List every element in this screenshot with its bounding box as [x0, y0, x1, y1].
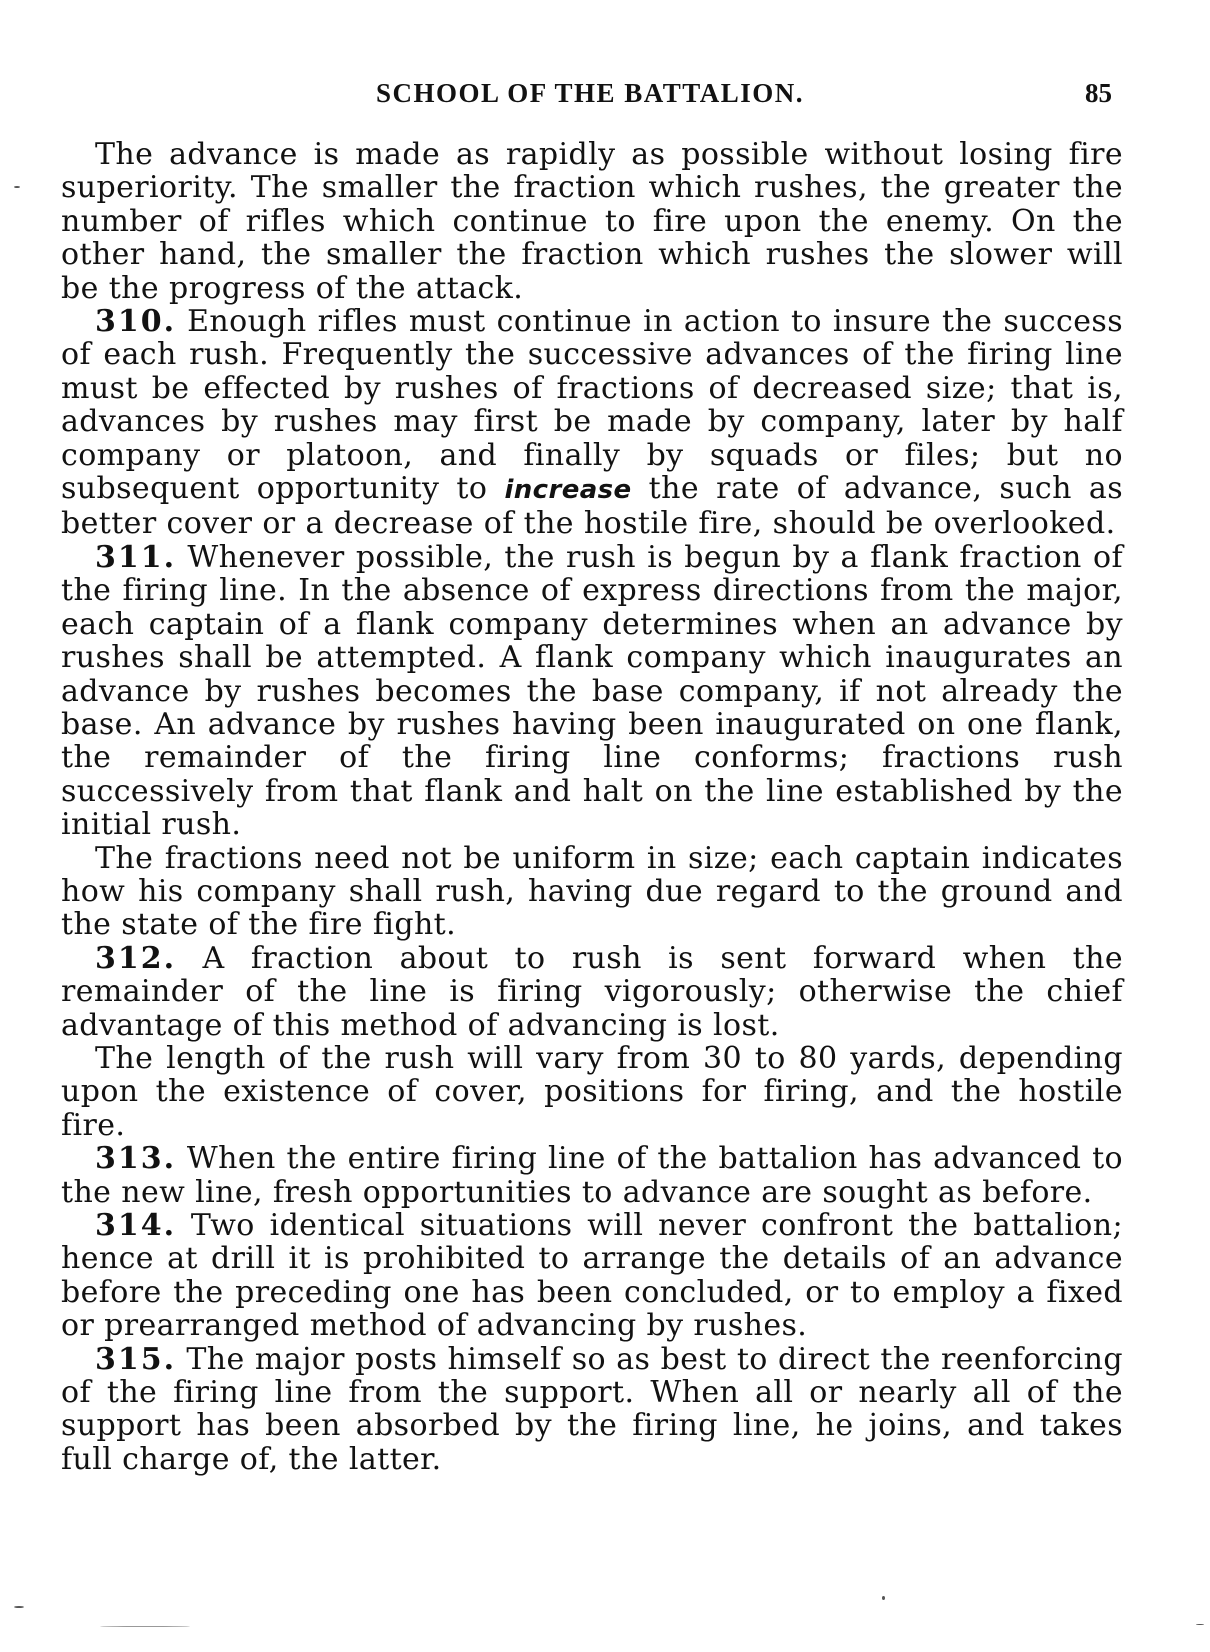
scan-speck — [100, 1626, 190, 1627]
paragraph-314 — [61, 1209, 1123, 1343]
paragraph-number: 311. — [95, 539, 177, 575]
paragraph-text: Whenever possible, the rush is begun by a flank fraction of the firing line. In the absence of express directions from the major, each captain of a flank company determines when an advance by rushes shall be attempted. A flank company which inaugurates an advance by rushes becomes the base company, if not already the base. An advance by rushes having been inaugurated on one flank, the remainder of the firing line conforms; fractions rush successively from that flank and halt on the line established by the initial rush. — [61, 539, 1123, 843]
scan-speck — [14, 1606, 24, 1608]
paragraph-text: When the entire firing line of the battalion has advanced to the new line, fresh opportunities to advance are sought as before. — [61, 1141, 1124, 1210]
paragraph-number: 314. — [95, 1208, 177, 1243]
body-text — [61, 138, 1123, 1476]
paragraph-310 — [61, 305, 1123, 541]
paragraph-text: Two identical situations will never confront the battalion; hence at drill it is prohibited to arrange the details of an advance before the preceding one has been concluded, or to employ a fixed or prearranged method of advancing by rushes. — [61, 1208, 1124, 1344]
paragraph-309-continued — [61, 138, 1123, 305]
paragraph-number: 310. — [95, 304, 177, 340]
paragraph-text: The length of the rush will vary from 30 to 80 yards, depending upon the existence of cover, positions for firing, and the hostile fire. — [61, 1040, 1123, 1143]
running-title: SCHOOL OF THE BATTALION. — [375, 78, 805, 108]
paragraph-text: The advance is made as rapidly as possible without losing fire superiority. The smaller the fraction which rushes, the greater the number of rifles which continue to fire upon the enemy. On the other hand, the smaller the fraction which rushes the slower will be the progress of the attack. — [61, 137, 1123, 306]
paragraph-text: The major posts himself so as best to direct the reenforcing of the firing line from the support. When all or nearly all of the support has been absorbed by the firing line, he joins, and takes full charge of, the latter. — [61, 1341, 1123, 1477]
paragraph-312-continued — [61, 1042, 1123, 1142]
paragraph-313 — [61, 1142, 1123, 1209]
emphasized-word: increase — [504, 475, 632, 506]
paragraph-311 — [61, 541, 1123, 842]
running-head — [60, 78, 1120, 118]
paragraph-text: The fractions need not be uniform in size; each captain indicates how his company shall rush, having due regard to the ground and the state of the fire fight. — [61, 840, 1123, 943]
paragraph-315 — [61, 1343, 1123, 1477]
scan-speck — [1196, 1624, 1204, 1625]
paragraph-number: 313. — [95, 1141, 177, 1177]
paragraph-text: A fraction about to rush is sent forward when the remainder of the line is firing vigorously; otherwise the chief advantage of this method of advancing is lost. — [61, 940, 1123, 1043]
paragraph-312 — [61, 942, 1123, 1042]
paragraph-text: the rate of advance, such as better cover or a decrease of the hostile fire, should be overlooked. — [61, 471, 1124, 542]
paragraph-number: 312. — [95, 940, 177, 976]
paragraph-number: 315. — [95, 1341, 177, 1377]
scan-speck — [14, 186, 20, 188]
page-number: 85 — [1085, 78, 1112, 108]
paragraph-text: Enough rifles must continue in action to insure the success of each rush. Frequently the successive advances of the firing line must be effected by rushes of fractions of decreased size; that is, advances by rushes may first be made by company, later by half company or platoon, and finally by squads or files; but no subsequent opportunity to — [61, 304, 1124, 507]
paragraph-311-continued — [61, 842, 1123, 942]
scan-speck — [882, 1596, 885, 1600]
